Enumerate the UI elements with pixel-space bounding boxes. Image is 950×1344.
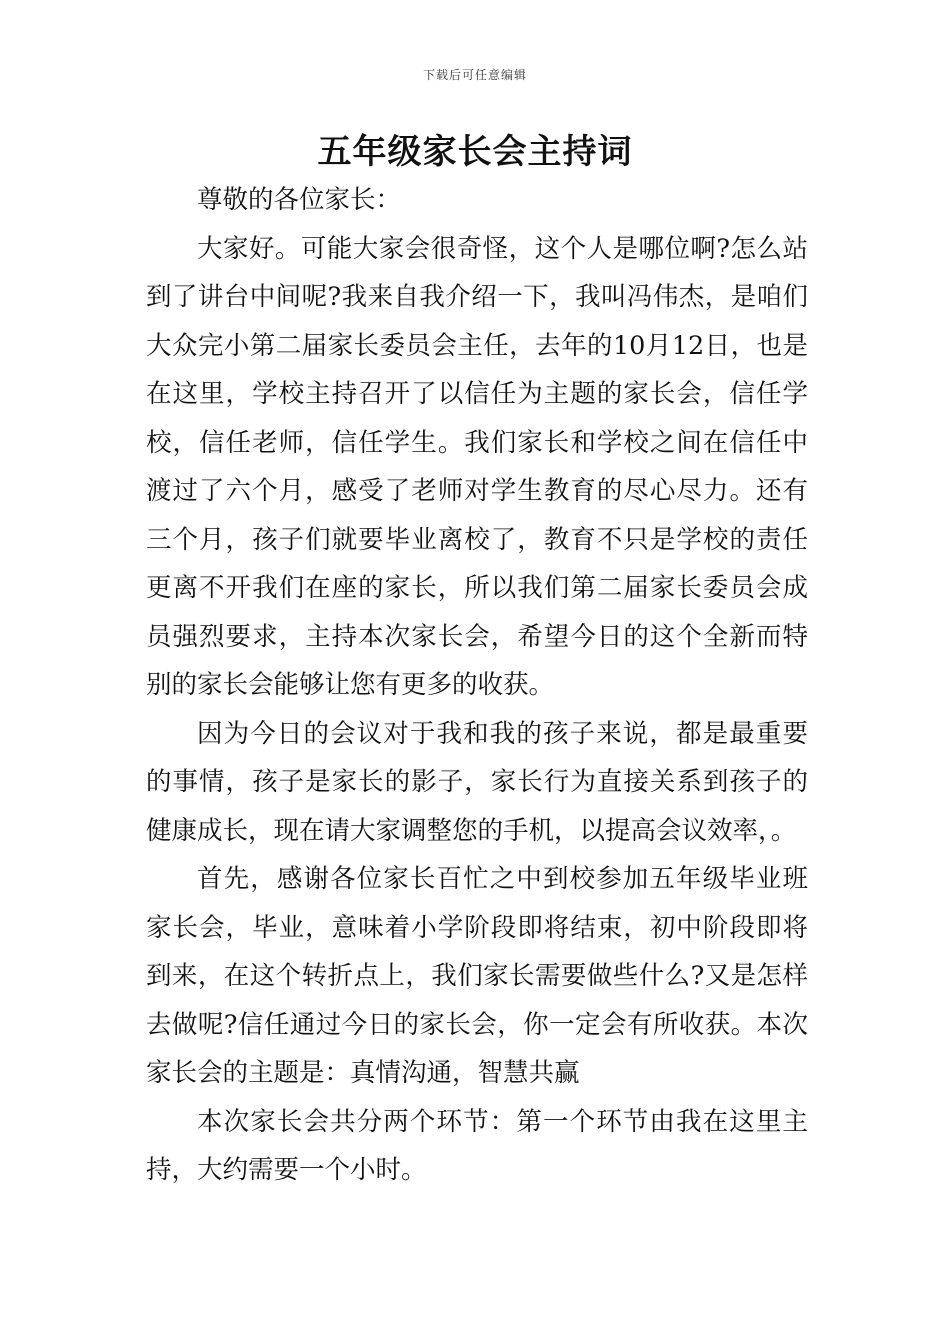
body-paragraph: 因为今日的会议对于我和我的孩子来说，都是最重要的事情，孩子是家长的影子，家长行为直接关系到孩子的健康成长，现在请大家调整您的手机，以提高会议效率，。 bbox=[146, 718, 808, 846]
greeting-paragraph: 尊敬的各位家长： bbox=[197, 185, 402, 215]
body-paragraph: 本次家长会共分两个环节：第一个环节由我在这里主持，大约需要一个小时。 bbox=[146, 1106, 808, 1185]
document-title: 五年级家长会主持词 bbox=[317, 132, 633, 172]
body-paragraph: 首先，感谢各位家长百忙之中到校参加五年级毕业班家长会，毕业，意味着小学阶段即将结束，初中阶段即将到来，在这个转折点上，我们家长需要做些什么?又是怎样去做呢?信任通过今日的家长会，你一定会有所收获。本次家长会的主题是：真情沟通，智慧共赢 bbox=[146, 864, 808, 1088]
header-note: 下载后可任意编辑 bbox=[422, 68, 527, 82]
body-paragraph: 大家好。可能大家会很奇怪，这个人是哪位啊?怎么站到了讲台中间呢?我来自我介绍一下，我叫冯伟杰，是咱们大众完小第二届家长委员会主任，去年的10月12日，也是在这里，学校主持召开了以信任为主题的家长会，信任学校，信任老师，信任学生。我们家长和学校之间在信任中渡过了六个月，感受了老师对学生教育的尽心尽力。还有三个月，孩子们就要毕业离校了，教育不只是学校的责任更离不开我们在座的家长，所以我们第二届家长委员会成员强烈要求，主持本次家长会，希望今日的这个全新而特别的家长会能够让您有更多的收获。 bbox=[146, 233, 808, 700]
document-body bbox=[146, 176, 808, 1195]
